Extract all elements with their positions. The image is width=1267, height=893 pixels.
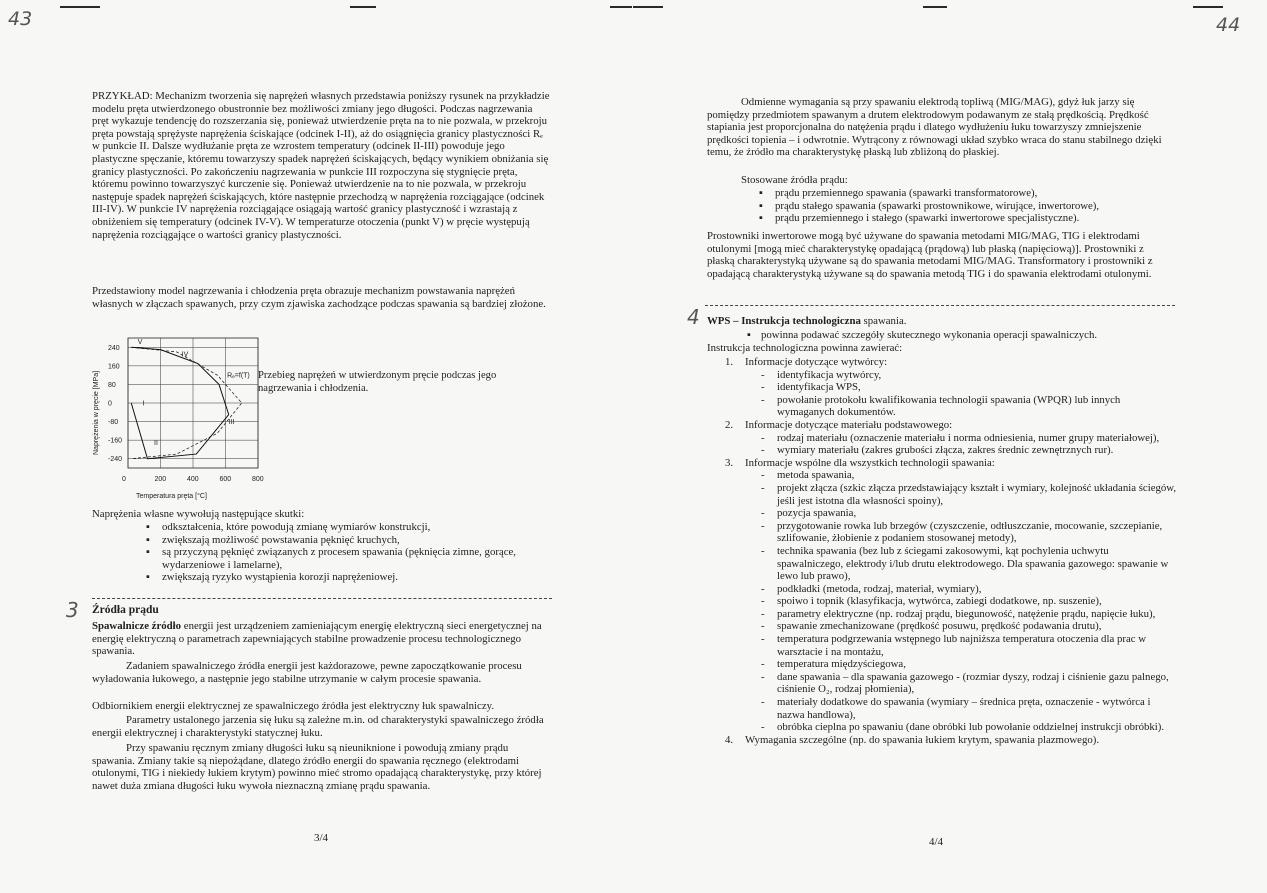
wps-subitem <box>707 658 1177 671</box>
wps-subitem-text: projekt złącza (szkic złącza przedstawiający kształt i wymiary, kolejność układania ściegów, jeśli jest istotna dla własności spoiny), <box>777 481 1177 507</box>
wps-subitem <box>707 595 1177 608</box>
wps-item-label: Informacje wspólne dla wszystkich technologii spawania: <box>745 456 995 469</box>
wps-subitem <box>707 369 1177 382</box>
wps-subitem <box>707 394 1177 419</box>
dash-icon: - <box>761 368 765 381</box>
wps-subitem <box>707 721 1177 734</box>
chart-annotation: Rₑ=f(T) <box>227 372 250 380</box>
series-line-1 <box>131 347 229 414</box>
wps-subitem-text: rodzaj materiału (oznaczenie materiału i norma odniesienia, numer grupy materiałowej), <box>777 431 1160 444</box>
wps-subitem-text: temperatura podgrzewania wstępnego lub najniższa temperatura otoczenia dla prac w warsztacie i na montażu, <box>777 633 1147 658</box>
wps-bullet <box>747 329 1181 342</box>
wps-subitem-text: materiały dodatkowe do spawania (wymiary – średnica pręta, oznaczenie - wytwórca i nazwa handlowa), <box>777 696 1151 721</box>
wps-item-head <box>707 457 1177 470</box>
scan-mark <box>610 6 632 8</box>
dash-icon: - <box>761 696 765 709</box>
x-tick-label: 400 <box>187 476 199 483</box>
wps-title: WPS – Instrukcja technologiczna <box>707 315 861 327</box>
chart-ylabel: Naprężenia w pręcie [MPa] <box>93 370 100 455</box>
effect-text: zwiększają możliwość powstawania pęknięć kruchych, <box>162 533 400 546</box>
section-divider <box>92 598 552 599</box>
dash-icon: - <box>761 607 765 620</box>
scan-mark <box>633 6 663 8</box>
x-tick-label: 600 <box>219 476 232 483</box>
wps-item <box>707 457 1177 734</box>
y-tick-label: 0 <box>108 400 112 408</box>
handwritten-section-mark: 3 <box>66 598 79 622</box>
params-paragraph: Parametry ustalonego jarzenia się łuku są zależne m.in. od charakterystyki spawalniczego źródła energii elektrycznej i charakterystyki statycznej łuku. <box>92 714 544 739</box>
wps-subitem-text: technika spawania (bez lub z ściegami zakosowymi, kąt pochylenia uchwytu spawalniczego, elektrody i/lub drutu elektrodowego. Dla spawania gazowego: spawanie w lewo lub prawo), <box>777 544 1169 583</box>
wps-subitem-text: spawanie zmechanizowane (prędkość posuwu, prędkość podawania drutu), <box>777 620 1102 633</box>
wps-item-number: 4. <box>725 733 734 746</box>
dash-icon: - <box>761 670 765 683</box>
left-page <box>0 0 633 893</box>
wps-subitem <box>707 671 1177 696</box>
chart-grid <box>128 338 258 468</box>
effect-item <box>146 534 546 547</box>
wps-subitem-text: powołanie protokołu kwalifikowania technologii spawania (WPQR) lub innych wymaganych dokumentów. <box>777 393 1121 419</box>
wps-subitem <box>707 432 1177 445</box>
dash-icon: - <box>761 444 765 457</box>
section-title-sources: Źródła prądu <box>92 604 159 616</box>
wps-subitem-text: metoda spawania, <box>777 469 855 482</box>
bullet-icon: ▪ <box>759 187 763 199</box>
wps-subitem <box>707 469 1177 482</box>
wps-item-label: Informacje dotyczące wytwórcy: <box>745 356 888 368</box>
wps-subitem-text: podkładki (metoda, rodzaj, materiał, wymiary), <box>777 582 982 595</box>
dash-icon: - <box>761 431 765 444</box>
effect-text: zwiększają ryzyko wystąpienia korozji naprężeniowej. <box>162 571 398 584</box>
dash-icon: - <box>761 544 765 557</box>
bullet-icon: ▪ <box>146 533 150 546</box>
dash-icon: - <box>761 620 765 633</box>
source-item <box>759 212 1179 225</box>
effect-item <box>146 546 546 571</box>
dash-icon: - <box>761 721 765 734</box>
wps-subitem <box>707 507 1177 520</box>
used-sources-intro: Stosowane źródła prądu: <box>741 174 848 186</box>
scan-mark <box>1193 6 1223 8</box>
bullet-icon: ▪ <box>759 212 763 225</box>
source-item <box>759 187 1179 200</box>
source-text: prądu stałego spawania (spawarki prostownikowe, wirujące, inwertorowe), <box>775 199 1100 212</box>
wps-subitem <box>707 583 1177 596</box>
effects-list <box>146 521 546 584</box>
wps-item-number: 2. <box>725 418 734 431</box>
scan-mark <box>923 6 947 8</box>
wps-item-label: Wymagania szczególne (np. do spawania łukiem krytym, spawania plazmowego). <box>745 733 1100 746</box>
wps-subitem-text: temperatura międzyściegowa, <box>777 658 906 671</box>
wps-heading <box>707 315 906 328</box>
wps-item-head <box>707 734 1177 747</box>
wps-subitem <box>707 633 1177 658</box>
wps-title-rest: spawania. <box>860 315 907 327</box>
page-number-left: 3/4 <box>314 832 329 844</box>
effect-item <box>146 521 546 534</box>
inverter-paragraph: Prostowniki inwertorowe mogą być używane do spawania metodami MIG/MAG, TIG i elektrodami otulonymi [mogą mieć charakterystykę opadającą (prądową) lub płaską (napięciową)]. Prostowniki z płaską charakterystyką używane są do spawania metodami MIG/MAG. Transformatory i prostowniki z opadającą charakterystyką używane są do spawania metodą TIG i do spawania elektrodami otulonymi. <box>707 230 1153 280</box>
dash-icon: - <box>761 393 765 406</box>
dash-icon: - <box>761 582 765 595</box>
wps-subitem <box>707 620 1177 633</box>
wps-subitem <box>707 520 1177 545</box>
mig-paragraph: Odmienne wymagania są przy spawaniu elektrodą topliwą (MIG/MAG), gdyż łuk jarzy się pomiędzy przedmiotem spawanym a drutem elektrodowym podawanym ze stałą prędkością. Prędkość stapiania jest proporcjonalna do natężenia prądu i dlatego wydłużeniu łuku towarzyszy zmniejszenie prędkości topienia – i odwrotnie. Wytrącony z równowagi układ szybko wraca do stanu stabilnego dzięki temu, że źródło ma charakterystykę płaską lub zbliżoną do płaskiej. <box>707 96 1162 159</box>
wps-subitem-text: obróbka cieplna po spawaniu (dane obróbki lub powołanie oddzielnej instrukcji obróbki). <box>777 721 1165 734</box>
y-tick-label: 240 <box>108 344 120 352</box>
bullet-icon: ▪ <box>759 199 763 212</box>
scan-mark <box>350 6 376 8</box>
effect-item <box>146 571 546 584</box>
wps-subitem-text: spoiwo i topnik (klasyfikacja, wytwórca, zabiegi dodatkowe, np. suszenie), <box>777 595 1102 608</box>
dash-icon: - <box>761 469 765 482</box>
model-paragraph: Przedstawiony model nagrzewania i chłodzenia pręta obrazuje mechanizm powstawania naprężeń własnych w złączach spawanych, przy czym zjawiska zachodzące podczas spawania są bardziej złożone. <box>92 285 546 310</box>
sources-lead: Spawalnicze źródło <box>92 620 182 632</box>
y-tick-label: 80 <box>108 381 116 389</box>
dash-icon: - <box>761 381 765 394</box>
right-page <box>633 0 1267 893</box>
source-text: prądu przemiennego spawania (spawarki transformatorowe), <box>775 187 1038 199</box>
chart-ticks <box>108 345 264 483</box>
effect-text: są przyczyną pęknięć związanych z procesem spawania (pęknięcia zimne, gorące, wydarzeniowe i lamelarne), <box>162 546 517 571</box>
page-number-right: 4/4 <box>929 836 944 848</box>
chart-annotation: I <box>142 400 145 408</box>
wps-subitem-text: identyfikacja WPS, <box>777 381 861 394</box>
handwritten-page-number: 43 <box>8 8 33 30</box>
wps-subitem-text: pozycja spawania, <box>777 507 857 520</box>
wps-subitem <box>707 608 1177 621</box>
y-tick-label: -240 <box>108 456 123 464</box>
receiver-paragraph: Odbiornikiem energii elektrycznej ze spawalniczego źródła jest elektryczny łuk spawalniczy. <box>92 700 495 712</box>
chart-annotation: IV <box>181 351 189 359</box>
wps-subitem <box>707 444 1177 457</box>
wps-subitem-text: wymiary materiału (zakres grubości złącza, zakres średnic zewnętrznych rur). <box>777 444 1114 457</box>
effect-text: odkształcenia, które powodują zmianę wymiarów konstrukcji, <box>162 521 431 533</box>
wps-subitem <box>707 696 1177 721</box>
source-item <box>759 200 1179 213</box>
wps-subitem <box>707 381 1177 394</box>
wps-subitem <box>707 482 1177 507</box>
x-tick-label: 800 <box>252 476 264 483</box>
section-divider <box>705 305 1175 306</box>
intro-paragraph: PRZYKŁAD: Mechanizm tworzenia się naprężeń własnych przedstawia poniższy rysunek na przykładzie modelu pręta utwierdzonego obustronnie bez możliwości zmiany jego długości. Podczas nagrzewania pręt wykazuje tendencję do rozszerzania się, ponieważ utwierdzenie pręta na to nie pozwala, w przekroju pręta powstają sprężyste naprężenia ściskające (odcinek I-II), aż do osiągnięcia granicy plastyczności Rₑ w punkcie II. Dalsze wydłużanie pręta ze wzrostem temperatury (odcinek II-III) powoduje jego plastyczne spęczanie, któremu towarzyszy spadek naprężeń ściskających, będący wynikiem obniżania się granicy plastyczności. Po zakończeniu nagrzewania w punkcie III rozpoczyna się stygnięcie pręta, któremu powinno towarzyszyć kurczenie się. Ponieważ utwierdzenie na to nie pozwala, w przekroju następuje spadek naprężeń ściskających, które następnie przechodzą w naprężenia rozciągające (odcinek III-IV). W punkcie IV naprężenia rozciągające osiągają wartość granicy plastyczność i wzrastają z obniżeniem się temperatury (odcinek IV-V). W temperaturze otoczenia (punkt V) w pręcie występują naprężenia rozciągające o wartości granicy plastyczności. <box>92 90 550 241</box>
sources-list <box>759 187 1179 225</box>
wps-subitem-text: identyfikacja wytwórcy, <box>777 368 882 381</box>
x-tick-label: 0 <box>122 476 126 483</box>
wps-subitem-text: parametry elektryczne (np. rodzaj prądu, biegunowość, natężenie prądu, napięcie łuku), <box>777 607 1156 620</box>
dash-icon: - <box>761 507 765 520</box>
dash-icon: - <box>761 595 765 608</box>
chart-annotation: V <box>137 338 143 346</box>
dash-icon: - <box>761 658 765 671</box>
handwritten-page-number: 44 <box>1216 14 1241 36</box>
scan-mark <box>60 6 100 8</box>
wps-item-number: 1. <box>725 356 734 368</box>
chart-xlabel: Temperatura pręta [°C] <box>136 493 207 500</box>
wps-item-label: Informacje dotyczące materiału podstawowego: <box>745 418 953 431</box>
y-tick-label: 160 <box>108 363 120 371</box>
wps-item <box>707 356 1177 419</box>
wps-should: Instrukcja technologiczna powinna zawierać: <box>707 342 903 354</box>
sources-paragraph <box>92 620 550 658</box>
wps-subitem <box>707 545 1177 583</box>
effects-intro: Naprężenia własne wywołują następujące skutki: <box>92 508 305 520</box>
source-text: prądu przemiennego i stałego (spawarki inwertorowe specjalistyczne). <box>775 212 1080 225</box>
series-line-0 <box>131 403 229 459</box>
x-tick-label: 200 <box>154 476 167 483</box>
chart-annotation: II <box>154 439 158 447</box>
wps-subitem-text: przygotowanie rowka lub brzegów (czyszczenie, odtłuszczanie, mocowanie, szczepianie, szlifowanie, żłobienie z podaniem stosowanej metody), <box>777 519 1163 545</box>
y-tick-label: -80 <box>108 419 119 427</box>
stress-temperature-chart <box>88 330 278 505</box>
wps-item <box>707 734 1177 747</box>
wps-item <box>707 419 1177 457</box>
chart-annotation: III <box>228 418 235 426</box>
wps-item-head <box>707 419 1177 432</box>
bullet-icon: ▪ <box>146 571 150 584</box>
manual-paragraph: Przy spawaniu ręcznym zmiany długości łuku są nieuniknione i powodują zmiany prądu spawania. Zmiany takie są niepożądane, dlatego źródło energii do spawania ręcznego (elektrodami otulonymi, TIG i niekiedy łukiem krytym) powinno mieć stromo opadającą charakterystykę, przy której nawet duża zmiana długości łuku wywoła nieznaczną zmianę prądu spawania. <box>92 742 542 792</box>
y-tick-label: -160 <box>108 437 123 445</box>
bullet-icon: ▪ <box>146 546 150 559</box>
dash-icon: - <box>761 519 765 532</box>
wps-item-number: 3. <box>725 456 734 469</box>
dash-icon: - <box>761 481 765 494</box>
wps-item-head <box>707 356 1177 369</box>
figure-caption: Przebieg naprężeń w utwierdzonym pręcie podczas jego nagrzewania i chłodzenia. <box>258 370 497 394</box>
task-paragraph: Zadaniem spawalniczego źródła energii jest każdorazowe, pewne zapoczątkowanie procesu wyładowania łukowego, a następnie jego stabilne utrzymanie w całym procesie spawania. <box>92 660 522 685</box>
handwritten-section-mark: 4 <box>687 305 700 329</box>
wps-bullet-text: powinna podawać szczegóły skutecznego wykonania operacji spawalniczych. <box>761 329 1098 341</box>
wps-subitem-text: dane spawania – dla spawania gazowego - (rozmiar dyszy, rodzaj i ciśnienie gazu palnego, ciśnienie O₂, rodzaj płomienia), <box>777 670 1169 696</box>
wps-items <box>707 356 1177 746</box>
dash-icon: - <box>761 633 765 646</box>
bullet-icon: ▪ <box>747 329 751 341</box>
sources-text: energii jest urządzeniem zamieniającym energię elektryczną sieci energetycznej na energię elektryczną o parametrach zapewniających stabilne prowadzenie procesu technologicznego spawania. <box>92 620 542 658</box>
bullet-icon: ▪ <box>146 521 150 533</box>
